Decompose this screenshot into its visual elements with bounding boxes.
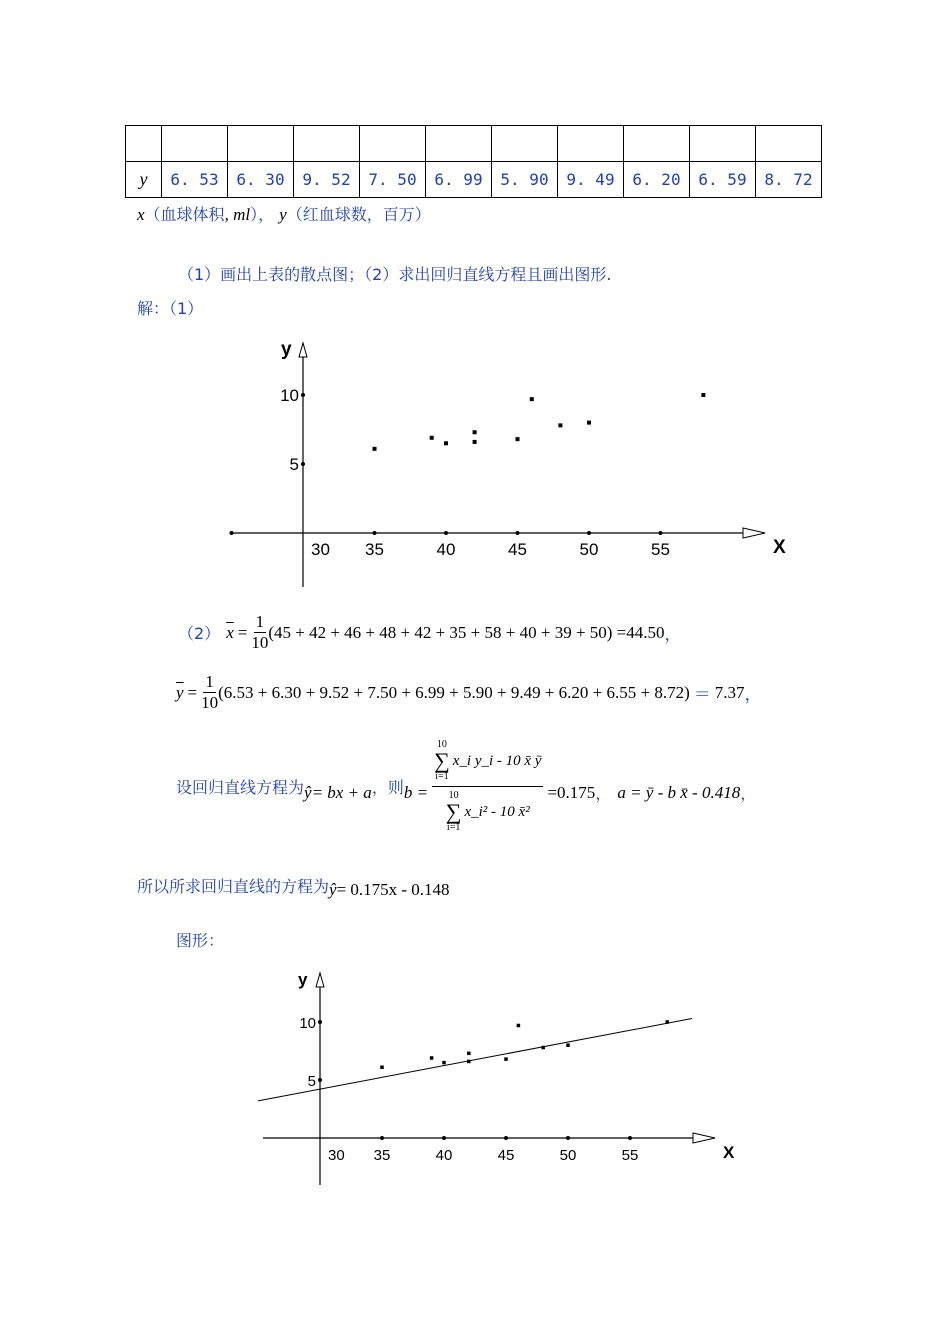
x-tick-label: 50 [559, 1147, 577, 1164]
a-expression: a = ȳ - b x̄ - 0.418 [617, 782, 741, 802]
data-point [442, 1061, 446, 1065]
x-tick-label: 35 [365, 540, 384, 559]
x-axis-arrow [743, 528, 765, 538]
data-point [558, 423, 562, 427]
x-tick-label: 40 [436, 540, 456, 559]
regression-intro: 设回归直线方程为 [176, 778, 305, 797]
data-table [125, 125, 822, 198]
sum-upper: 10 [448, 790, 459, 801]
yhat-symbol: ŷ [304, 782, 312, 802]
sum-upper: 10 [436, 739, 447, 750]
x-axis-dot [628, 1136, 632, 1140]
table-cell [756, 126, 822, 162]
x-tick-label: 35 [373, 1147, 391, 1164]
x-tick-label: 40 [435, 1147, 453, 1164]
b-lhs: b = [403, 782, 429, 802]
data-point [467, 1060, 471, 1064]
data-point [587, 421, 591, 425]
table-caption [137, 202, 431, 225]
table-cell: 6. 99 [426, 162, 492, 198]
figure-label: 图形： [176, 931, 225, 950]
equals-sign: ＝ [693, 685, 711, 704]
x-description: （血球体积 [144, 205, 225, 224]
x-unit: , ml [224, 205, 251, 224]
scatter-chart [220, 335, 800, 595]
fraction [251, 612, 268, 653]
x-axis-dot [659, 531, 663, 535]
data-point [504, 1057, 508, 1061]
question-text: （1）画出上表的散点图；（2）求出回归直线方程且画出图形. [178, 265, 612, 284]
xbar-value: 44.50 [626, 622, 665, 642]
conclusion-text: 所以所求回归直线的方程为 [137, 876, 330, 896]
table-cell: 9. 52 [294, 162, 360, 198]
table-cell [162, 126, 228, 162]
comma: ， [740, 784, 757, 803]
table-cell: 6. 59 [690, 162, 756, 198]
numerator: x_i y_i - 10 x̄ ȳ [452, 752, 542, 769]
x-tick-label: 45 [508, 540, 527, 559]
data-point [473, 440, 477, 444]
x-axis-dot [373, 531, 377, 535]
b-fraction: 10 ∑ i=1 x_i y_i - 10 x̄ ȳ 10 ∑ i=1 x_i² - 10 x̄² [434, 739, 542, 833]
x-tick-label: 45 [497, 1147, 515, 1164]
y-axis-dot [318, 1020, 322, 1024]
regression-chart [255, 965, 740, 1190]
table-cell [558, 126, 624, 162]
table-cell: 5. 90 [492, 162, 558, 198]
conclusion [137, 870, 450, 900]
table-cell: 6. 30 [228, 162, 294, 198]
comma: ， [664, 625, 682, 644]
comma: ， [744, 685, 762, 704]
table-cell: 8. 72 [756, 162, 822, 198]
x-tick-label: 50 [579, 540, 599, 559]
y-tick-label: 10 [299, 1015, 316, 1032]
x-axis-dot [442, 1136, 446, 1140]
x-axis-label: X [723, 1143, 735, 1162]
x-axis-dot [504, 1136, 508, 1140]
table-cell [624, 126, 690, 162]
yhat-symbol: ŷ [329, 880, 337, 899]
x-axis-dot [587, 531, 591, 535]
sum-lower: i=1 [435, 771, 449, 782]
data-point [530, 397, 534, 401]
data-point [430, 1056, 434, 1060]
table-cell: 7. 50 [360, 162, 426, 198]
xbar-symbol: $\overline{x}$ [226, 622, 234, 642]
data-point [373, 447, 377, 451]
y-axis-label: y [281, 339, 292, 360]
table-row [126, 126, 822, 162]
table-cell [426, 126, 492, 162]
table-cell: 6. 20 [624, 162, 690, 198]
fraction [201, 672, 218, 713]
denominator: x_i² - 10 x̄² [464, 803, 530, 820]
data-point [701, 393, 705, 397]
table-cell [294, 126, 360, 162]
data-point [541, 1046, 545, 1050]
data-point [430, 436, 434, 440]
x-axis-dot [566, 1136, 570, 1140]
y-axis-dot [301, 462, 305, 466]
x-tick-label: 55 [651, 540, 670, 559]
sum-lower: i=1 [446, 822, 461, 833]
fraction-numerator: 1 [205, 672, 214, 691]
table-cell [492, 126, 558, 162]
x-axis-dot [230, 531, 234, 535]
regression-formula [176, 740, 756, 833]
conclusion-equation: = 0.175x - 0.148 [336, 880, 450, 899]
ybar-equation: $\overline{y}$ = $\frac{1}{10}$ (6.53 + 6.30 + 9.52 + 7.50 + 6.99 + 5.90 + 9.49 + 6.20 + 6.55 + 8.72) ＝ 7.37 ， [176, 672, 762, 712]
data-point [444, 441, 448, 445]
x-axis-dot [444, 531, 448, 535]
ybar-value: 7.37 [714, 682, 745, 702]
fraction-denominator: 10 [201, 693, 219, 712]
part2-label: （2） [178, 624, 221, 643]
data-point [380, 1065, 384, 1069]
x-axis-dot [516, 531, 520, 535]
x-axis-dot [380, 1136, 384, 1140]
b-value: =0.175 [547, 782, 596, 802]
xbar-equation: （2） $\overline{x}$ = $\frac{1}{10}$ (45 + 42 + 46 + 48 + 42 + 35 + 58 + 40 + 39 + 50) = 44.50 ， [178, 612, 682, 652]
data-point [517, 1024, 521, 1028]
y-variable: y [279, 205, 287, 224]
table-cell [690, 126, 756, 162]
table-row [126, 162, 822, 198]
x-axis-arrow [693, 1133, 715, 1143]
y-tick-label: 5 [307, 1073, 316, 1090]
y-axis-arrow [316, 973, 324, 987]
comma: ， [595, 784, 612, 803]
x-tick-label: 30 [311, 540, 330, 559]
x-variable: x [137, 205, 145, 224]
table-row-label [126, 126, 162, 162]
data-point [516, 437, 520, 441]
data-point [467, 1052, 471, 1056]
y-axis-dot [301, 393, 305, 397]
y-description: （红血球数，百万） [286, 205, 431, 224]
y-axis-dot [318, 1078, 322, 1082]
data-point [473, 430, 477, 434]
table-cell [228, 126, 294, 162]
fraction-denominator: 10 [251, 633, 269, 652]
fraction-numerator: 1 [255, 612, 265, 631]
x-axis-label: X [773, 537, 786, 558]
solution-label: 解：（1） [137, 299, 204, 318]
x-close: ）， [250, 205, 275, 224]
table-cell: 9. 49 [558, 162, 624, 198]
xbar-sum: (45 + 42 + 46 + 48 + 42 + 35 + 58 + 40 + 39 + 50) = [268, 622, 627, 642]
x-tick-label: 30 [328, 1147, 345, 1164]
table-cell [360, 126, 426, 162]
y-tick-label: 5 [289, 455, 299, 474]
data-point [665, 1020, 669, 1024]
then-text: ，则 [371, 778, 404, 797]
data-point [566, 1043, 570, 1047]
regression-line [258, 1019, 692, 1101]
x-tick-label: 55 [621, 1147, 639, 1164]
regression-model: = bx + a [311, 782, 372, 802]
table-row-label: y [126, 162, 162, 198]
ybar-sum: (6.53 + 6.30 + 9.52 + 7.50 + 6.99 + 5.90 + 9.49 + 6.20 + 6.55 + 8.72) [218, 682, 690, 702]
y-axis-label: y [298, 970, 308, 989]
y-tick-label: 10 [280, 386, 299, 405]
y-axis-arrow [299, 343, 307, 357]
table-cell: 6. 53 [162, 162, 228, 198]
ybar-symbol: $\overline{y}$ [176, 682, 184, 702]
